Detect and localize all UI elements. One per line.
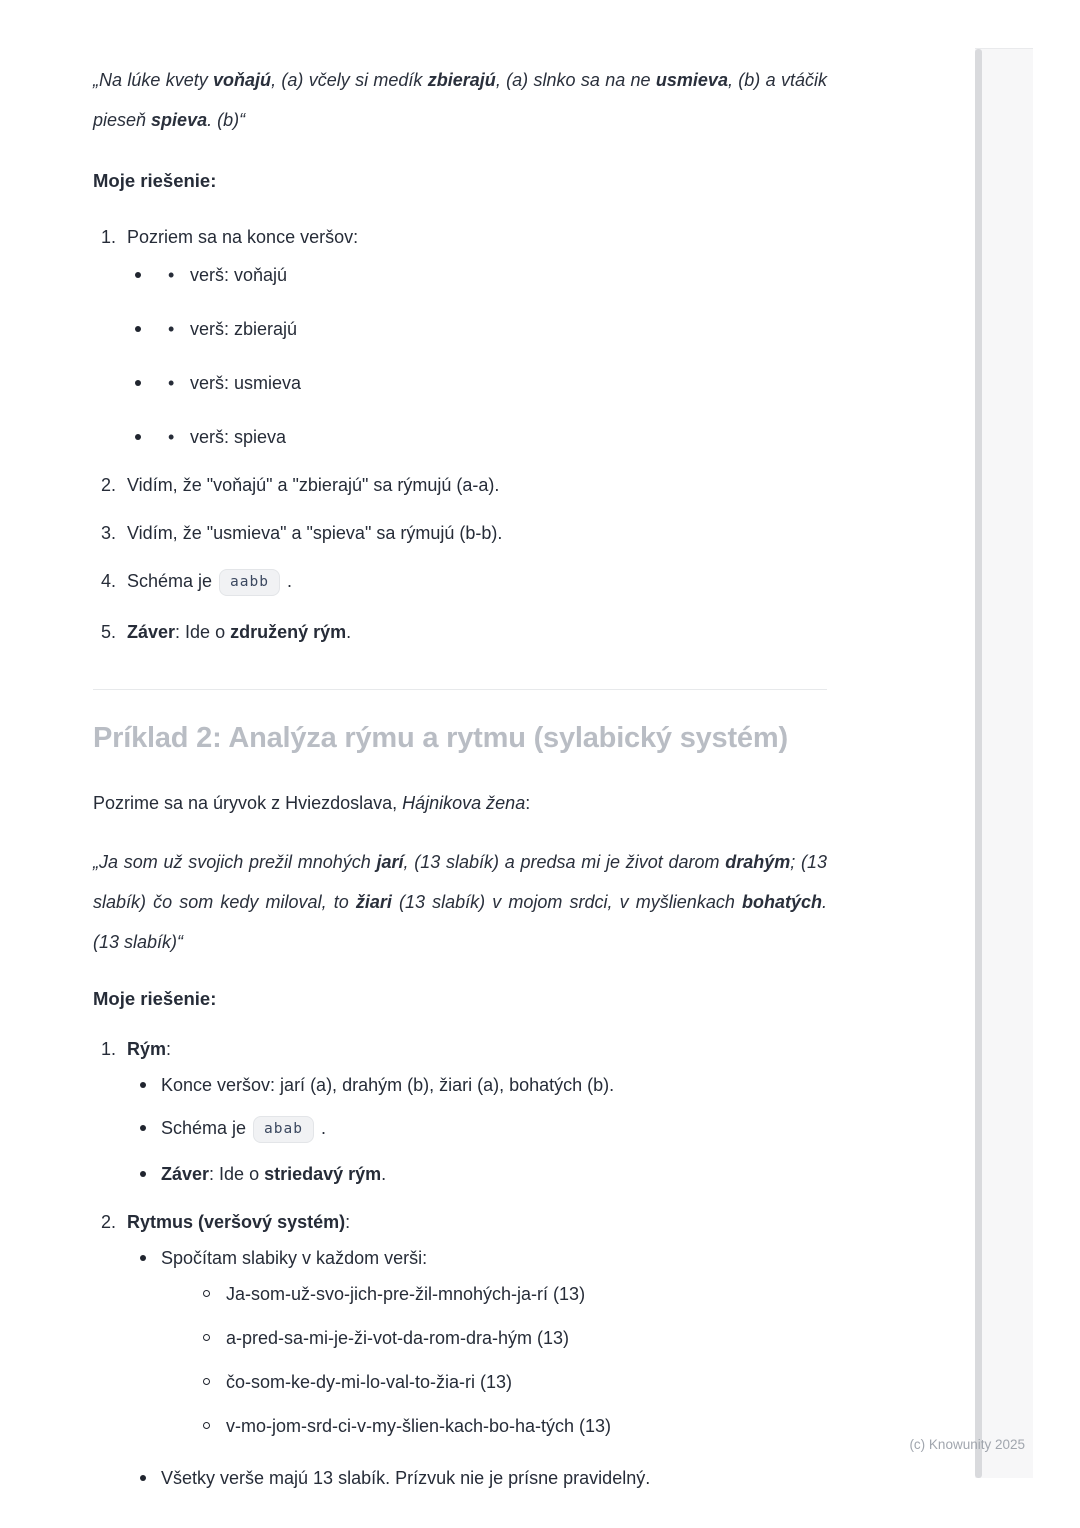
solution2-step-2	[93, 1209, 827, 1491]
rytmus-bullets	[127, 1245, 827, 1491]
example2-intro: Pozrime sa na úryvok z Hviezdoslava, Hájnikova žena:	[93, 793, 531, 813]
step-number: 4.	[101, 571, 117, 591]
syllable-text: Ja-som-už-svo-jich-pre-žil-mnohých-ja-rí (13)	[226, 1284, 586, 1304]
bullet-text: Záver: Ide o striedavý rým.	[161, 1164, 387, 1184]
verse-endings-list	[127, 262, 827, 450]
bullet-icon	[140, 1475, 146, 1481]
verse-item	[127, 370, 827, 396]
solution1-step-5	[93, 619, 827, 645]
bullet-icon	[140, 1255, 146, 1261]
step-text: Vidím, že "voňajú" a "zbierajú" sa rýmujú (a-a).	[127, 475, 500, 495]
bullet-item	[127, 1465, 827, 1491]
bullet-icon	[135, 434, 141, 440]
step-number: 3.	[101, 523, 117, 543]
solution1-steps	[93, 224, 827, 645]
bullet-text: Spočítam slabiky v každom verši:	[161, 1248, 428, 1268]
verse-item	[127, 262, 827, 288]
solution2-step-1	[93, 1036, 827, 1187]
bullet-text: Schéma je abab .	[161, 1118, 326, 1138]
step-text: Rytmus (veršový systém):	[127, 1212, 351, 1232]
rym-bullets	[127, 1072, 827, 1187]
scrollbar-track[interactable]	[975, 48, 1033, 1478]
bullet-icon	[140, 1125, 146, 1131]
step-text: Záver: Ide o združený rým.	[127, 622, 352, 642]
step-text: Vidím, že "usmieva" a "spieva" sa rýmujú (b-b).	[127, 523, 503, 543]
syllable-list	[161, 1281, 827, 1439]
solution1-step-3	[93, 520, 827, 546]
verse-item	[127, 316, 827, 342]
verse-text: verš: voňajú	[190, 265, 288, 285]
bullet-glyph: •	[168, 427, 175, 447]
scrollbar-thumb[interactable]	[975, 49, 982, 1478]
verse-text: verš: spieva	[190, 427, 287, 447]
verse-text: verš: zbierajú	[190, 319, 298, 339]
bullet-icon	[140, 1171, 146, 1177]
circle-bullet-icon	[203, 1422, 210, 1429]
circle-bullet-icon	[203, 1290, 210, 1297]
step-number: 1.	[101, 227, 117, 247]
bullet-item	[127, 1161, 827, 1187]
verse-item	[127, 424, 827, 450]
document-content	[93, 48, 827, 1495]
bullet-icon	[135, 380, 141, 386]
bullet-icon	[135, 326, 141, 332]
example2-title: Príklad 2: Analýza rýmu a rytmu (sylabický systém)	[93, 722, 788, 754]
step-number: 1.	[101, 1039, 117, 1059]
solution2-heading: Moje riešenie:	[93, 988, 217, 1009]
bullet-text: Všetky verše majú 13 slabík. Prízvuk nie je prísne pravidelný.	[161, 1468, 651, 1488]
solution1-step-2	[93, 472, 827, 498]
syllable-text: čo-som-ke-dy-mi-lo-val-to-žia-ri (13)	[226, 1372, 513, 1392]
solution1-heading: Moje riešenie:	[93, 170, 217, 191]
bullet-item	[127, 1115, 827, 1144]
bullet-icon	[140, 1082, 146, 1088]
copyright-notice: (c) Knowunity 2025	[909, 1437, 1025, 1452]
syllable-item	[161, 1369, 827, 1395]
quote-verse-2: „Ja som už svojich prežil mnohých jarí, (13 slabík) a predsa mi je život darom drahým; (13 slabík) čo som kedy miloval, to žiari (13 slabík) v mojom srdci, v myšlienkach bohatých. (13 slabík)“	[93, 852, 827, 952]
step-number: 2.	[101, 1212, 117, 1232]
syllable-text: v-mo-jom-srd-ci-v-my-šlien-kach-bo-ha-tých (13)	[226, 1416, 612, 1436]
solution1-step-4	[93, 568, 827, 597]
step-number: 2.	[101, 475, 117, 495]
step-text: Rým:	[127, 1039, 172, 1059]
syllable-text: a-pred-sa-mi-je-ži-vot-da-rom-dra-hým (13)	[226, 1328, 570, 1348]
circle-bullet-icon	[203, 1378, 210, 1385]
syllable-item	[161, 1281, 827, 1307]
bullet-glyph: •	[168, 373, 175, 393]
solution2-steps	[93, 1036, 827, 1491]
solution1-step-1	[93, 224, 827, 450]
bullet-icon	[135, 272, 141, 278]
section-divider	[93, 689, 827, 690]
bullet-glyph: •	[168, 319, 175, 339]
syllable-item	[161, 1413, 827, 1439]
circle-bullet-icon	[203, 1334, 210, 1341]
bullet-item	[127, 1245, 827, 1439]
quote-verse-1: „Na lúke kvety voňajú, (a) včely si medík zbierajú, (a) slnko sa na ne usmieva, (b) a vtáčik pieseň spieva. (b)“	[93, 70, 827, 130]
bullet-glyph: •	[168, 265, 175, 285]
bullet-item	[127, 1072, 827, 1098]
step-text: Pozriem sa na konce veršov:	[127, 227, 359, 247]
syllable-item	[161, 1325, 827, 1351]
step-text: Schéma je aabb .	[127, 571, 292, 591]
bullet-text: Konce veršov: jarí (a), drahým (b), žiari (a), bohatých (b).	[161, 1075, 615, 1095]
verse-text: verš: usmieva	[190, 373, 302, 393]
step-number: 5.	[101, 622, 117, 642]
